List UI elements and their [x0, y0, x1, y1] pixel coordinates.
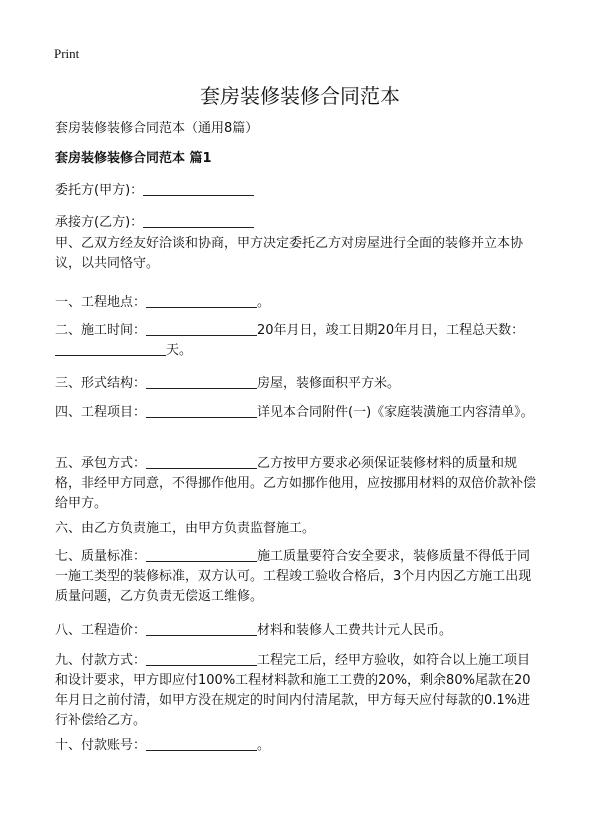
- fill-in-blank[interactable]: [146, 321, 257, 336]
- contract-clause: [55, 736, 537, 756]
- contract-clause: [55, 213, 537, 233]
- contract-clause: [55, 403, 537, 423]
- fill-in-blank[interactable]: [55, 341, 166, 356]
- clause-text: 甲、乙双方经友好洽谈和协商，甲方决定委托乙方对房屋进行全面的装修并立本协议，以共同恪守。: [55, 236, 524, 271]
- contract-clause: [55, 374, 537, 394]
- print-link[interactable]: Print: [54, 46, 80, 61]
- clause-text: 六、由乙方负责施工，由甲方负责监督施工。: [55, 521, 316, 536]
- contract-clause: [55, 519, 537, 539]
- fill-in-blank[interactable]: [143, 213, 254, 228]
- clause-text: 委托方(甲方)：: [55, 183, 144, 198]
- contract-clause: [55, 621, 537, 641]
- clause-text: 一、工程地点：: [55, 295, 147, 310]
- clause-text: 房屋，装修面积平方米。: [257, 376, 401, 391]
- clause-text: 十、付款账号：: [55, 738, 147, 753]
- clause-text: 三、形式结构：: [55, 376, 147, 391]
- fill-in-blank[interactable]: [146, 293, 257, 308]
- contract-clause: [55, 234, 537, 274]
- contract-clause: [55, 181, 537, 201]
- clause-text: 七、质量标准：: [55, 549, 147, 564]
- clause-text: 详见本合同附件(一)《家庭装潢施工内容清单》。: [257, 405, 534, 420]
- contract-clause: [55, 454, 537, 514]
- fill-in-blank[interactable]: [143, 181, 254, 196]
- clause-text: 乙方按甲方要求必须保证装修材料的质量和规格，非经甲方同意，不得挪作他用。乙方如挪作他用，应按挪用材料的双倍价款补偿给甲方。: [55, 456, 537, 511]
- contract-clause: [55, 321, 537, 361]
- contract-clause: [55, 293, 537, 313]
- fill-in-blank[interactable]: [146, 547, 257, 562]
- fill-in-blank[interactable]: [146, 403, 257, 418]
- clause-text: 20年月日，竣工日期20年月日，工程总天数：: [257, 323, 525, 338]
- clause-text: 。: [257, 295, 271, 310]
- clause-text: 二、施工时间：: [55, 323, 147, 338]
- clause-text: 四、工程项目：: [55, 405, 147, 420]
- clause-text: 九、付款方式：: [55, 653, 147, 668]
- fill-in-blank[interactable]: [146, 651, 257, 666]
- contract-clause: [55, 651, 537, 731]
- clause-text: 五、承包方式：: [55, 456, 147, 471]
- clause-text: 天。: [166, 343, 193, 358]
- page-title: 套房装修装修合同范本: [200, 84, 400, 108]
- subtitle: 套房装修装修合同范本（通用8篇）: [55, 121, 259, 136]
- fill-in-blank[interactable]: [146, 736, 257, 751]
- fill-in-blank[interactable]: [146, 454, 257, 469]
- fill-in-blank[interactable]: [146, 621, 257, 636]
- clause-text: 八、工程造价：: [55, 623, 147, 638]
- clause-text: 工程完工后，经甲方验收，如符合以上施工项目和设计要求，甲方即应付100%工程材料款和施工工费的20%，剩余80%尾款在20年月日之前付清，如甲方没在规定的时间内付清尾款，甲方每天应付每款的0.1%进行补偿给乙方。: [55, 653, 531, 728]
- clause-text: 。: [257, 738, 271, 753]
- clause-text: 材料和装修人工费共计元人民币。: [257, 623, 453, 638]
- contract-clause: [55, 547, 537, 607]
- clause-text: 承接方(乙方)：: [55, 215, 144, 230]
- clause-text: 施工质量要符合安全要求，装修质量不得低于同一施工类型的装修标准，双方认可。工程竣工验收合格后，3个月内因乙方施工出现质量问题，乙方负责无偿返工维修。: [55, 549, 532, 604]
- section-heading: 套房装修装修合同范本 篇1: [55, 151, 212, 166]
- fill-in-blank[interactable]: [146, 374, 257, 389]
